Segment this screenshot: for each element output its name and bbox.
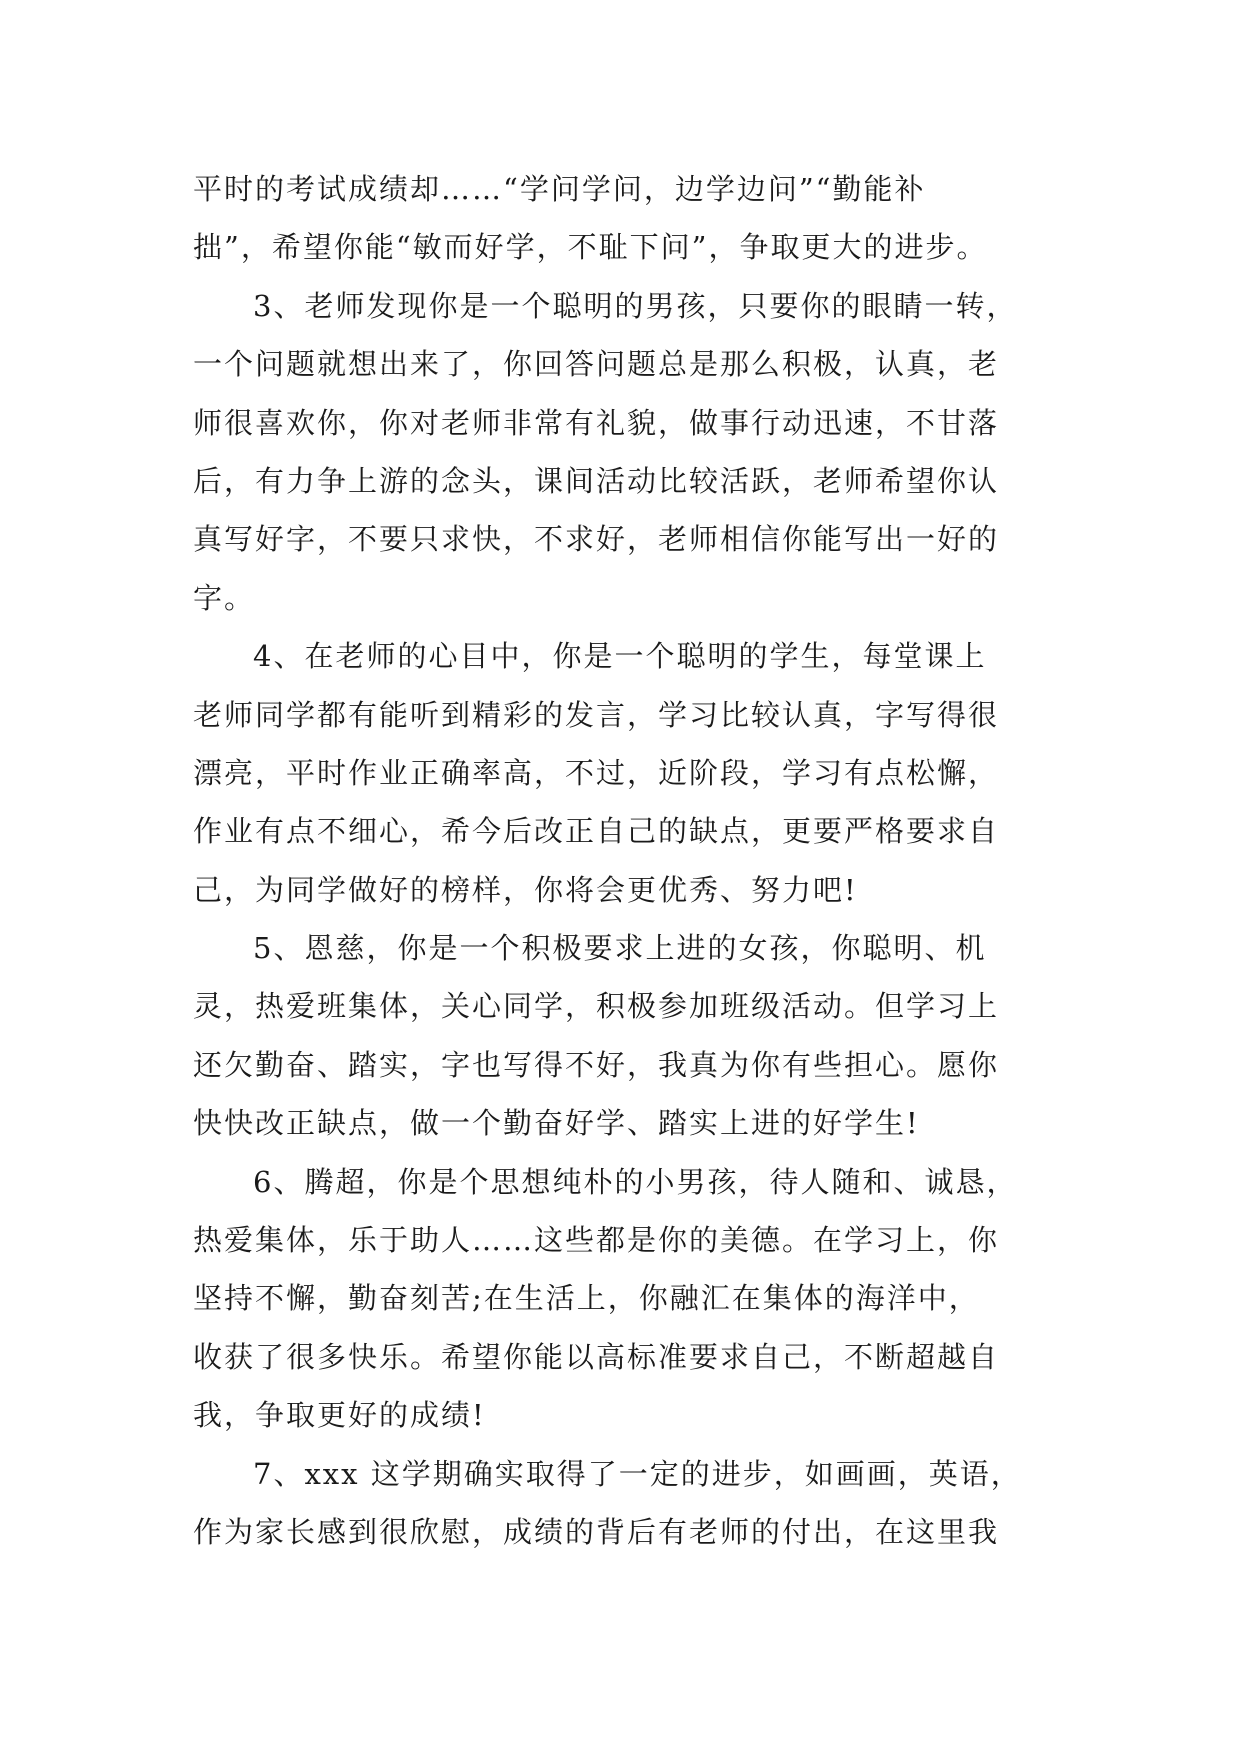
text-line: 漂亮，平时作业正确率高，不过，近阶段，学习有点松懈， xyxy=(193,755,1000,790)
text-line: 师很喜欢你，你对老师非常有礼貌，做事行动迅速，不甘落 xyxy=(193,405,1000,440)
text-line: 5、恩慈，你是一个积极要求上进的女孩，你聪明、机 xyxy=(253,931,987,966)
text-line: 己，为同学做好的榜样，你将会更优秀、努力吧! xyxy=(193,872,858,907)
text-line: 作业有点不细心，希今后改正自己的缺点，更要严格要求自 xyxy=(193,814,1000,849)
text-line: 7、xxx 这学期确实取得了一定的进步，如画画，英语， xyxy=(253,1456,1022,1491)
text-line: 字。 xyxy=(193,580,256,615)
document-body xyxy=(193,160,1073,1561)
text-line: 4、在老师的心目中，你是一个聪明的学生，每堂课上 xyxy=(253,639,987,674)
text-line: 灵，热爱班集体，关心同学，积极参加班级活动。但学习上 xyxy=(193,989,1000,1024)
text-line: 收获了很多快乐。希望你能以高标准要求自己，不断超越自 xyxy=(193,1339,1000,1374)
text-line: 老师同学都有能听到精彩的发言，学习比较认真，字写得很 xyxy=(193,697,1000,732)
text-line: 我，争取更好的成绩! xyxy=(193,1398,486,1433)
text-line: 后，有力争上游的念头，课间活动比较活跃，老师希望你认 xyxy=(193,463,1000,498)
text-line: 作为家长感到很欣慰，成绩的背后有老师的付出，在这里我 xyxy=(193,1514,1000,1549)
text-line: 快快改正缺点，做一个勤奋好学、踏实上进的好学生! xyxy=(193,1106,920,1141)
text-line: 6、腾超，你是个思想纯朴的小男孩，待人随和、诚恳， xyxy=(253,1164,1018,1199)
text-line: 坚持不懈，勤奋刻苦;在生活上，你融汇在集体的海洋中， xyxy=(193,1281,980,1316)
text-line: 3、老师发现你是一个聪明的男孩，只要你的眼睛一转， xyxy=(253,288,1018,323)
text-line: 热爱集体，乐于助人……这些都是你的美德。在学习上，你 xyxy=(193,1223,1000,1258)
text-line: 平时的考试成绩却……“学问学问，边学边问”“勤能补 xyxy=(193,172,926,206)
text-line: 拙”，希望你能“敏而好学，不耻下问”，争取更大的进步。 xyxy=(193,230,988,265)
text-line: 一个问题就想出来了，你回答问题总是那么积极，认真，老 xyxy=(193,347,1000,382)
text-line: 真写好字，不要只求快，不求好，老师相信你能写出一好的 xyxy=(193,522,1000,557)
text-line: 还欠勤奋、踏实，字也写得不好，我真为你有些担心。愿你 xyxy=(193,1047,1000,1082)
